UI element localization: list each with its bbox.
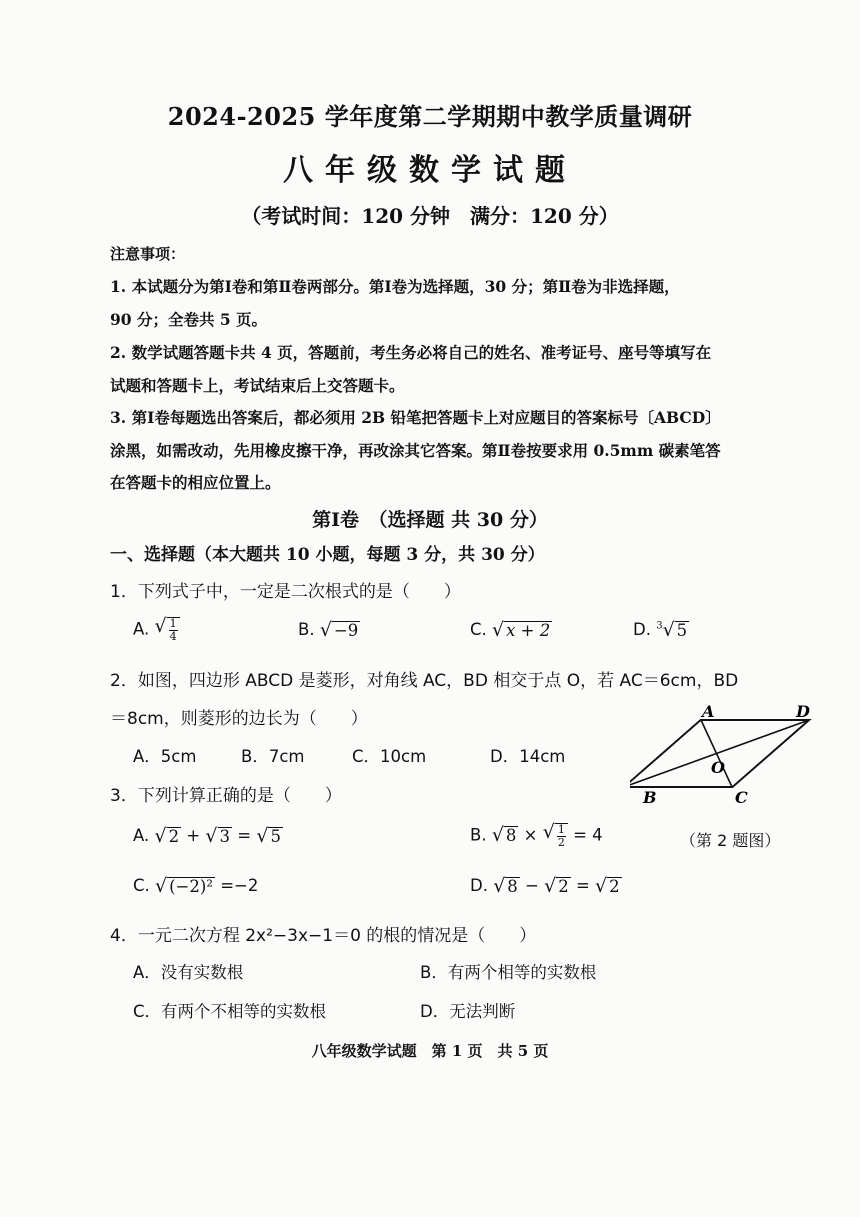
q4-option-a: A．没有实数根 — [133, 963, 244, 982]
q1-option-a: A. √ $\frac{1}{4}$ — [133, 617, 180, 643]
exam-info: （考试时间：120 分钟 满分：120 分） — [241, 204, 619, 228]
q4-option-d: D．无法判断 — [420, 1002, 516, 1021]
note-line: 涂黑，如需改动，先用橡皮擦干净，再改涂其它答案。第Ⅱ卷按要求用 0.5mm 碳素笔答 — [110, 441, 721, 460]
q1-option-d: D. $^3$ √ 5 — [633, 618, 688, 641]
q3-option-d: D. √ 8 − √ 2 = √ 2 — [470, 874, 620, 897]
note-line: 2. 数学试题答题卡共 4 页，答题前，考生务必将自己的姓名、准考证号、座号等填写在 — [110, 343, 712, 362]
vertex-label-o: O — [711, 758, 725, 777]
figure-caption: （第 2 题图） — [680, 831, 781, 850]
vertex-label-b: B — [643, 788, 657, 807]
q3-option-a: A. √ 2 + √ 3 = √ 5 — [133, 824, 281, 847]
q2-option-a: A．5cm — [133, 747, 197, 766]
exam-title-line2: 八年级数学试题 — [283, 153, 577, 188]
q2-option-b: B．7cm — [241, 747, 305, 766]
page-footer: 八年级数学试题 第 1 页 共 5 页 — [311, 1042, 549, 1060]
part-heading: 一、选择题（本大题共 10 小题，每题 3 分，共 30 分） — [110, 545, 545, 565]
q4-option-b: B．有两个相等的实数根 — [420, 963, 597, 982]
q1-option-c: C. √ x + 2 — [470, 618, 551, 641]
note-line: 在答题卡的相应位置上。 — [110, 473, 281, 492]
note-line: 3. 第Ⅰ卷每题选出答案后，都必须用 2B 铅笔把答题卡上对应题目的答案标号〔ABCD〕 — [110, 408, 721, 427]
q2-option-c: C．10cm — [352, 747, 427, 766]
rhombus-figure — [630, 695, 820, 810]
question-1-stem: 1．下列式子中，一定是二次根式的是（ ） — [110, 582, 461, 602]
question-3-stem: 3．下列计算正确的是（ ） — [110, 786, 342, 806]
question-2-stem-line1: 2．如图，四边形 ABCD 是菱形，对角线 AC，BD 相交于点 O，若 AC＝6cm，BD — [110, 671, 739, 691]
sqrt-expression: √ $\frac{1}{4}$ — [155, 617, 180, 643]
vertex-label-c: C — [735, 788, 748, 807]
vertex-label-a: A — [702, 702, 715, 721]
q4-option-c: C．有两个不相等的实数根 — [133, 1002, 327, 1021]
notes-heading: 注意事项： — [110, 245, 186, 263]
vertex-label-d: D — [796, 702, 810, 721]
q3-option-c: C. √ (−2)² =−2 — [133, 874, 259, 897]
question-2-stem-line2: ＝8cm，则菱形的边长为（ ） — [110, 709, 368, 729]
note-line: 试题和答题卡上，考试结束后上交答题卡。 — [110, 376, 405, 395]
note-line: 1. 本试题分为第Ⅰ卷和第Ⅱ卷两部分。第Ⅰ卷为选择题，30 分；第Ⅱ卷为非选择题， — [110, 277, 680, 296]
note-line: 90 分；全卷共 5 页。 — [110, 310, 268, 329]
exam-title-line1: 2024-2025 学年度第二学期期中教学质量调研 — [167, 102, 693, 131]
section-heading: 第Ⅰ卷 （选择题 共 30 分） — [312, 509, 548, 531]
q2-option-d: D．14cm — [490, 747, 566, 766]
q3-option-b: B. √ 8 × √ $\frac{1}{2}$ = 4 — [470, 821, 603, 850]
question-4-stem: 4．一元二次方程 2x²−3x−1＝0 的根的情况是（ ） — [110, 926, 537, 946]
q1-option-b: B. √ −9 — [298, 618, 359, 641]
